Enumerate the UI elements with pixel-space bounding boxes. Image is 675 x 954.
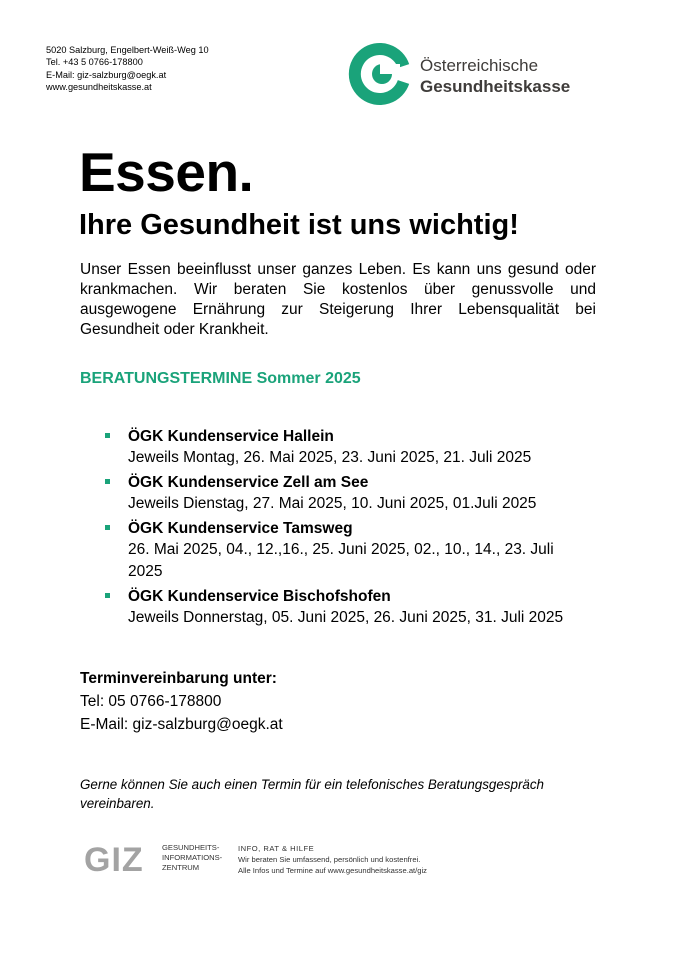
logo-line-2: Gesundheitskasse bbox=[420, 77, 571, 96]
location-name: ÖGK Kundenservice Hallein bbox=[128, 428, 334, 445]
location-dates: Jeweils Montag, 26. Mai 2025, 23. Juni 2025, 21. Juli 2025 bbox=[128, 449, 532, 466]
giz-line-3: ZENTRUM bbox=[162, 863, 200, 872]
location-list bbox=[104, 427, 584, 633]
contact-email: E-Mail: giz-salzburg@oegk.at bbox=[80, 716, 283, 733]
giz-line-2: INFORMATIONS- bbox=[162, 853, 223, 862]
logo-wordmark bbox=[420, 55, 570, 97]
list-item bbox=[104, 427, 584, 469]
list-item bbox=[104, 519, 584, 583]
address-street: 5020 Salzburg, Engelbert-Weiß-Weg 10 bbox=[46, 45, 209, 55]
location-dates: Jeweils Dienstag, 27. Mai 2025, 10. Juni 2025, 01.Juli 2025 bbox=[128, 495, 537, 512]
bullet-icon bbox=[105, 433, 110, 438]
giz-footer bbox=[84, 840, 504, 890]
giz-line-1: GESUNDHEITS- bbox=[162, 843, 220, 852]
location-name: ÖGK Kundenservice Tamsweg bbox=[128, 520, 353, 537]
oegk-logo bbox=[348, 42, 598, 106]
giz-logo: GIZ bbox=[84, 841, 144, 879]
section-title: BERATUNGSTERMINE Sommer 2025 bbox=[80, 370, 361, 387]
location-dates: 26. Mai 2025, 04., 12.,16., 25. Juni 2025, 02., 10., 14., 23. Juli 2025 bbox=[128, 541, 554, 580]
location-name: ÖGK Kundenservice Zell am See bbox=[128, 474, 369, 491]
list-item bbox=[104, 587, 584, 629]
contact-block bbox=[80, 667, 283, 736]
bullet-icon bbox=[105, 525, 110, 530]
page-title: Essen. bbox=[79, 141, 254, 203]
bullet-icon bbox=[105, 593, 110, 598]
bullet-icon bbox=[105, 479, 110, 484]
page-subtitle: Ihre Gesundheit ist uns wichtig! bbox=[79, 209, 519, 241]
location-dates: Jeweils Donnerstag, 05. Juni 2025, 26. Juni 2025, 31. Juli 2025 bbox=[128, 609, 564, 626]
contact-phone: Tel: 05 0766-178800 bbox=[80, 693, 222, 710]
address-phone: Tel. +43 5 0766-178800 bbox=[46, 57, 143, 68]
sender-address bbox=[46, 44, 209, 93]
giz-full-name bbox=[162, 843, 222, 873]
intro-paragraph: Unser Essen beeinflusst unser ganzes Leben. Es kann uns gesund oder krankmachen. Wir beraten Sie kostenlos über genussvolle und ausgewogene Ernährung zur Steigerung Ihrer Lebensqualität bei Gesundheit oder Krankheit. bbox=[80, 261, 596, 338]
giz-info-heading: INFO, RAT & HILFE bbox=[238, 844, 315, 853]
giz-info-line-2: Alle Infos und Termine auf www.gesundheitskasse.at/giz bbox=[238, 866, 427, 875]
oegk-logo-icon bbox=[348, 42, 412, 106]
phone-consultation-note: Gerne können Sie auch einen Termin für ein telefonisches Beratungsgespräch vereinbaren. bbox=[80, 777, 545, 811]
giz-info bbox=[238, 843, 427, 876]
giz-info-line-1: Wir beraten Sie umfassend, persönlich und kostenfrei. bbox=[238, 855, 421, 864]
address-website: www.gesundheitskasse.at bbox=[46, 81, 152, 92]
contact-label: Terminvereinbarung unter: bbox=[80, 670, 277, 687]
logo-line-1: Österreichische bbox=[420, 56, 539, 75]
list-item bbox=[104, 473, 584, 515]
location-name: ÖGK Kundenservice Bischofshofen bbox=[128, 588, 391, 605]
address-email: E-Mail: giz-salzburg@oegk.at bbox=[46, 69, 167, 80]
